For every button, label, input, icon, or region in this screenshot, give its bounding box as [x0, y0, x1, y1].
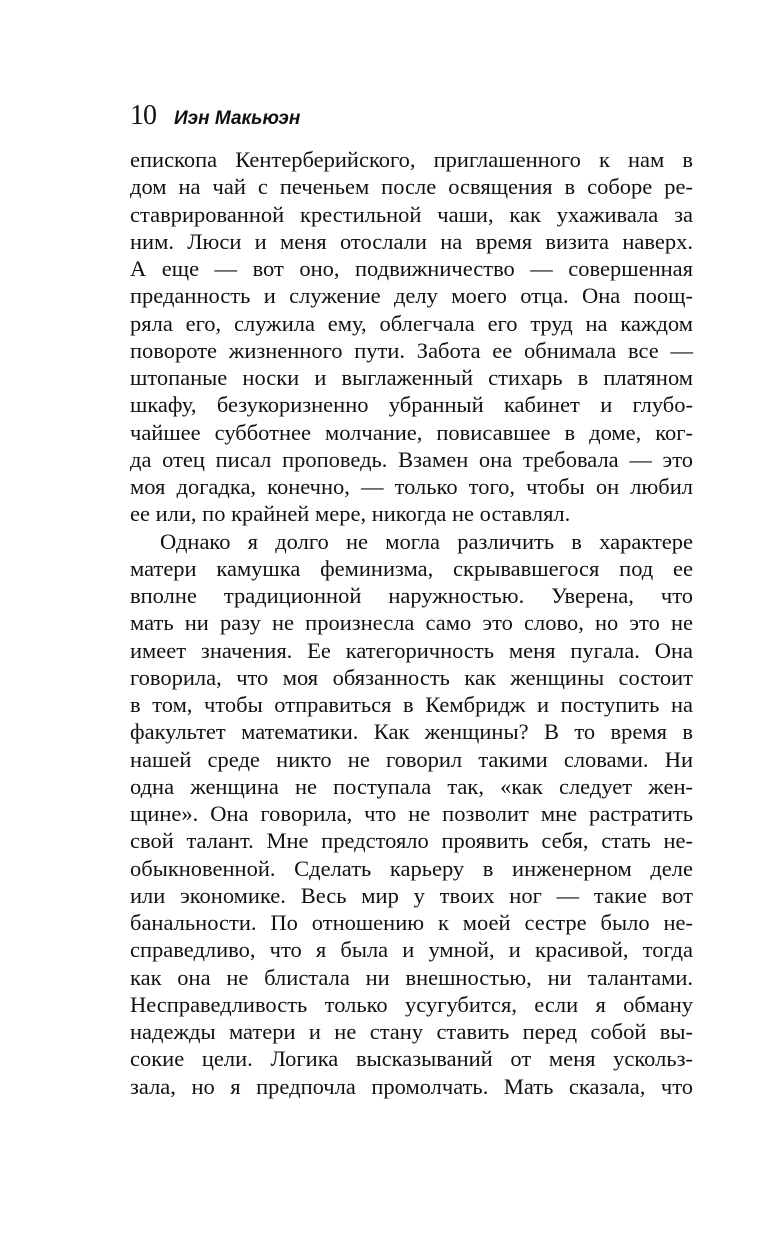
running-head-author: Иэн Макьюэн	[174, 108, 301, 129]
text-line: штопаные носки и выглаженный стихарь в платяном	[130, 365, 693, 390]
page-number: 10	[130, 100, 156, 131]
text-line: А еще — вот оно, подвижничество — совершенная	[130, 256, 693, 281]
text-line: ним. Люси и меня отослали на время визита наверх.	[130, 228, 693, 254]
text-line: обыкновенной. Сделать карьеру в инженерном деле	[130, 855, 693, 881]
body-text	[130, 146, 693, 1100]
text-line: в том, чтобы отправиться в Кембридж и поступить на	[130, 692, 693, 717]
text-line: ставрированной крестильной чаши, как ухаживала за	[130, 201, 693, 227]
text-line: факультет математики. Как женщины? В то время в	[130, 719, 693, 745]
text-line: мать ни разу не произнесла само это слово, но это не	[130, 610, 693, 636]
text-line: или экономике. Весь мир у твоих ног — такие вот	[130, 882, 693, 908]
text-line: вполне традиционной наружностью. Уверена, что	[130, 583, 693, 608]
text-line: сокие цели. Логика высказываний от меня ускольз-	[130, 1046, 693, 1072]
text-line: зала, но я предпочла промолчать. Мать сказала, что	[130, 1073, 693, 1099]
text-line: дом на чай с печеньем после освящения в соборе ре-	[130, 174, 693, 200]
text-line: щине». Она говорила, что не позволит мне растратить	[130, 801, 693, 826]
text-line: свой талант. Мне предстояло проявить себя, стать не-	[130, 828, 693, 854]
text-line: да отец писал проповедь. Взамен она требовала — это	[130, 446, 693, 472]
text-line: шкафу, безукоризненно убранный кабинет и глубо-	[130, 392, 693, 418]
paragraph-2	[130, 528, 693, 1100]
paragraph-1	[130, 146, 693, 528]
text-line: моя догадка, конечно, — только того, чтобы он любил	[130, 474, 693, 499]
text-line: ряла его, служила ему, облегчала его труд на каждом	[130, 310, 693, 336]
text-line: Несправедливость только усугубится, если я обману	[130, 991, 693, 1017]
page-header	[130, 100, 300, 140]
text-line: надежды матери и не стану ставить перед собой вы-	[130, 1019, 693, 1044]
text-line: Однако я долго не могла различить в характере	[160, 528, 693, 554]
text-line: матери камушка феминизма, скрывавшегося под ее	[130, 555, 693, 581]
text-line: преданность и служение делу моего отца. Она поощ-	[130, 283, 693, 309]
text-line: имеет значения. Ее категоричность меня пугала. Она	[130, 637, 693, 663]
text-line: как она не блистала ни внешностью, ни талантами.	[130, 964, 693, 990]
text-line: епископа Кентерберийского, приглашенного к нам в	[130, 147, 693, 172]
text-line: нашей среде никто не говорил такими словами. Ни	[130, 746, 693, 772]
text-line: повороте жизненного пути. Забота ее обнимала все —	[130, 337, 693, 363]
text-line: чайшее субботнее молчание, повисавшее в доме, ког-	[130, 419, 693, 445]
text-line: одна женщина не поступала так, «как следует жен-	[130, 773, 693, 799]
text-line: справедливо, что я была и умной, и красивой, тогда	[130, 937, 693, 963]
text-line: говорила, что моя обязанность как женщины состоит	[130, 664, 693, 690]
text-line: банальности. По отношению к моей сестре было не-	[130, 910, 693, 935]
text-line: ее или, по крайней мере, никогда не оставлял.	[130, 501, 571, 527]
